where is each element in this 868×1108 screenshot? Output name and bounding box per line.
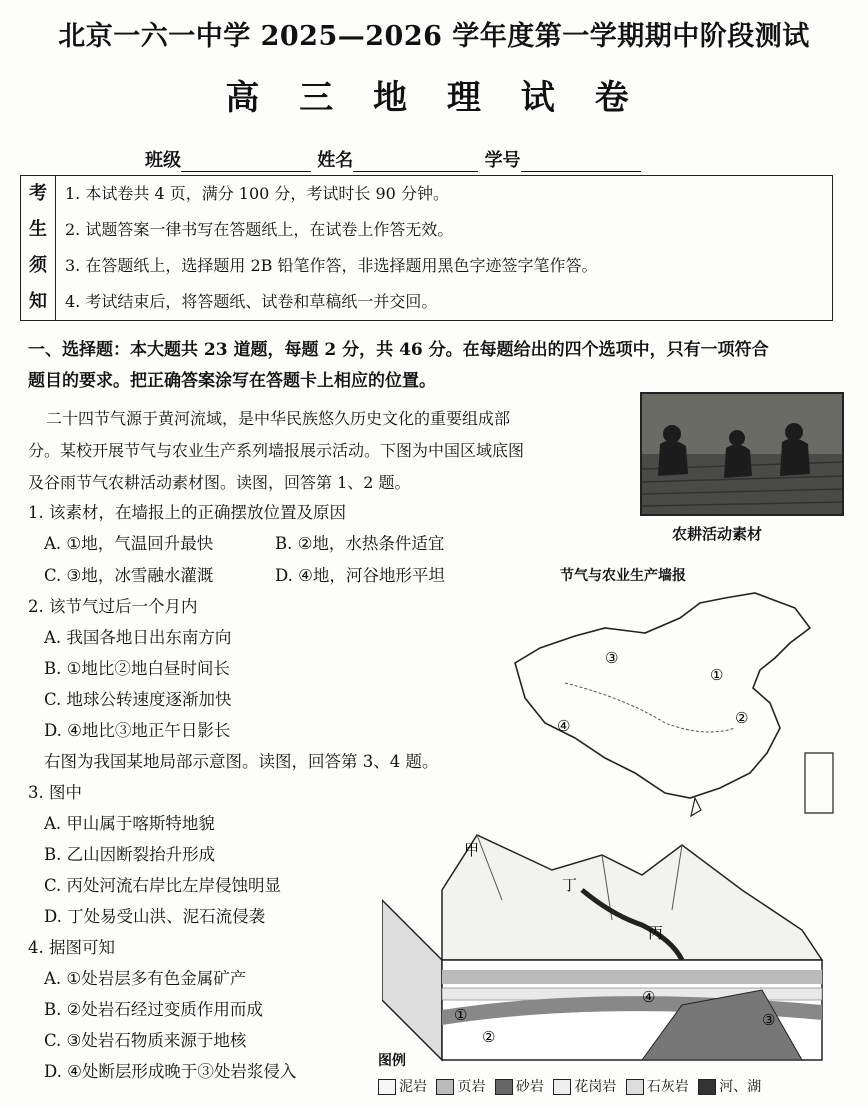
notice-side-char: 考 xyxy=(29,183,47,204)
geology-block-diagram xyxy=(382,830,852,1070)
legend-swatch-river xyxy=(698,1079,716,1095)
map-mark-3: ③ xyxy=(605,649,619,667)
section-heading: 一、选择题：本大题共 23 道题，每题 2 分，共 46 分。在每题给出的四个选项中，只有一项符合 xyxy=(28,340,769,360)
label-jia: 甲 xyxy=(464,841,480,859)
legend xyxy=(378,1076,761,1096)
q2-option-c[interactable]: C. 地球公转速度逐渐加快 xyxy=(44,690,232,709)
q1-option-c[interactable]: C. ③地，冰雪融水灌溉 xyxy=(44,566,214,585)
q4-option-d[interactable]: D. ④处断层形成晚于③处岩浆侵入 xyxy=(44,1062,297,1081)
notice-side-char: 知 xyxy=(29,291,47,312)
legend-title: 图例 xyxy=(378,1053,406,1069)
id-field[interactable] xyxy=(521,149,641,172)
q4-option-b[interactable]: B. ②处岩石经过变质作用而成 xyxy=(44,1000,263,1019)
name-label: 姓名 xyxy=(317,150,354,171)
exam-subtitle: 高 三 地 理 试 卷 xyxy=(225,78,643,118)
q3-option-d[interactable]: D. 丁处易受山洪、泥石流侵袭 xyxy=(44,907,266,926)
legend-swatch-sandstone xyxy=(495,1079,513,1095)
legend-swatch-limestone xyxy=(626,1079,644,1095)
block-diagram-art xyxy=(382,830,852,1070)
label-4: ④ xyxy=(642,988,656,1006)
notice-side-char: 生 xyxy=(29,219,47,240)
legend-item: 砂岩 xyxy=(515,1079,544,1095)
intro-2: 右图为我国某地局部示意图。读图，回答第 3、4 题。 xyxy=(44,752,439,771)
question-4-stem: 4. 据图可知 xyxy=(28,938,115,957)
legend-item: 花岗岩 xyxy=(574,1079,617,1095)
notice-item: 2. 试题答案一律书写在答题纸上，在试卷上作答无效。 xyxy=(65,220,454,239)
question-3-stem: 3. 图中 xyxy=(28,783,82,802)
class-label: 班级 xyxy=(145,150,181,171)
label-2: ② xyxy=(482,1028,496,1046)
legend-swatch-shale xyxy=(436,1079,454,1095)
q3-option-a[interactable]: A. 甲山属于喀斯特地貌 xyxy=(44,814,215,833)
notice-item: 3. 在答题纸上，选择题用 2B 铅笔作答，非选择题用黑色字迹签字笔作答。 xyxy=(65,256,598,275)
student-info xyxy=(145,146,641,172)
q1-option-d[interactable]: D. ④地，河谷地形平坦 xyxy=(275,566,445,585)
label-ding: 丁 xyxy=(562,876,578,894)
legend-item: 石灰岩 xyxy=(646,1079,689,1095)
q2-option-b[interactable]: B. ①地比②地白昼时间长 xyxy=(44,659,230,678)
china-map xyxy=(505,588,840,828)
q3-option-c[interactable]: C. 丙处河流右岸比左岸侵蚀明显 xyxy=(44,876,282,895)
map-title: 节气与农业生产墙报 xyxy=(560,568,686,584)
map-mark-1: ① xyxy=(710,666,724,684)
legend-swatch-mudstone xyxy=(378,1079,396,1095)
map-mark-4: ④ xyxy=(557,717,571,735)
legend-swatch-granite xyxy=(553,1079,571,1095)
q3-option-b[interactable]: B. 乙山因断裂抬升形成 xyxy=(44,845,216,864)
intro-paragraph: 二十四节气源于黄河流域，是中华民族悠久历史文化的重要组成部 分。某校开展节气与农业生产系列墙报展示活动。下图为中国区域底图 及谷雨节气农耕活动素材图。读图，回答第 1、2 题。 xyxy=(28,409,525,492)
farming-photo xyxy=(640,392,844,516)
question-2-stem: 2. 该节气过后一个月内 xyxy=(28,597,198,616)
q1-option-a[interactable]: A. ①地，气温回升最快 xyxy=(44,534,214,553)
legend-item: 河、湖 xyxy=(719,1079,762,1095)
name-field[interactable] xyxy=(353,149,478,172)
farming-photo-art xyxy=(642,394,842,514)
q2-option-d[interactable]: D. ④地比③地正午日影长 xyxy=(44,721,231,740)
notice-side-char: 须 xyxy=(29,255,47,276)
q4-option-a[interactable]: A. ①处岩层多有色金属矿产 xyxy=(44,969,247,988)
label-bing: 丙 xyxy=(648,924,664,942)
question-1-stem: 1. 该素材，在墙报上的正确摆放位置及原因 xyxy=(28,503,346,522)
exam-title: 北京一六一中学 2025—2026 学年度第一学期期中阶段测试 xyxy=(58,21,810,52)
q4-option-c[interactable]: C. ③处岩石物质来源于地核 xyxy=(44,1031,247,1050)
legend-item: 泥岩 xyxy=(399,1079,427,1095)
notice-item: 4. 考试结束后，将答题纸、试卷和草稿纸一并交回。 xyxy=(65,292,438,311)
china-map-outline xyxy=(505,588,840,828)
label-1: ① xyxy=(454,1006,468,1024)
notice-side-label xyxy=(21,176,56,320)
q1-option-b[interactable]: B. ②地，水热条件适宜 xyxy=(275,534,445,553)
legend-item: 页岩 xyxy=(457,1079,486,1095)
notice-item: 1. 本试卷共 4 页，满分 100 分，考试时长 90 分钟。 xyxy=(65,184,449,203)
section-heading-2: 题目的要求。把正确答案涂写在答题卡上相应的位置。 xyxy=(28,371,436,391)
q2-option-a[interactable]: A. 我国各地日出东南方向 xyxy=(44,628,232,647)
id-label: 学号 xyxy=(484,150,521,171)
photo-caption: 农耕活动素材 xyxy=(672,525,763,543)
exam-notice-box xyxy=(20,175,833,321)
map-mark-2: ② xyxy=(735,709,749,727)
label-3: ③ xyxy=(762,1011,776,1029)
class-field[interactable] xyxy=(181,149,311,172)
